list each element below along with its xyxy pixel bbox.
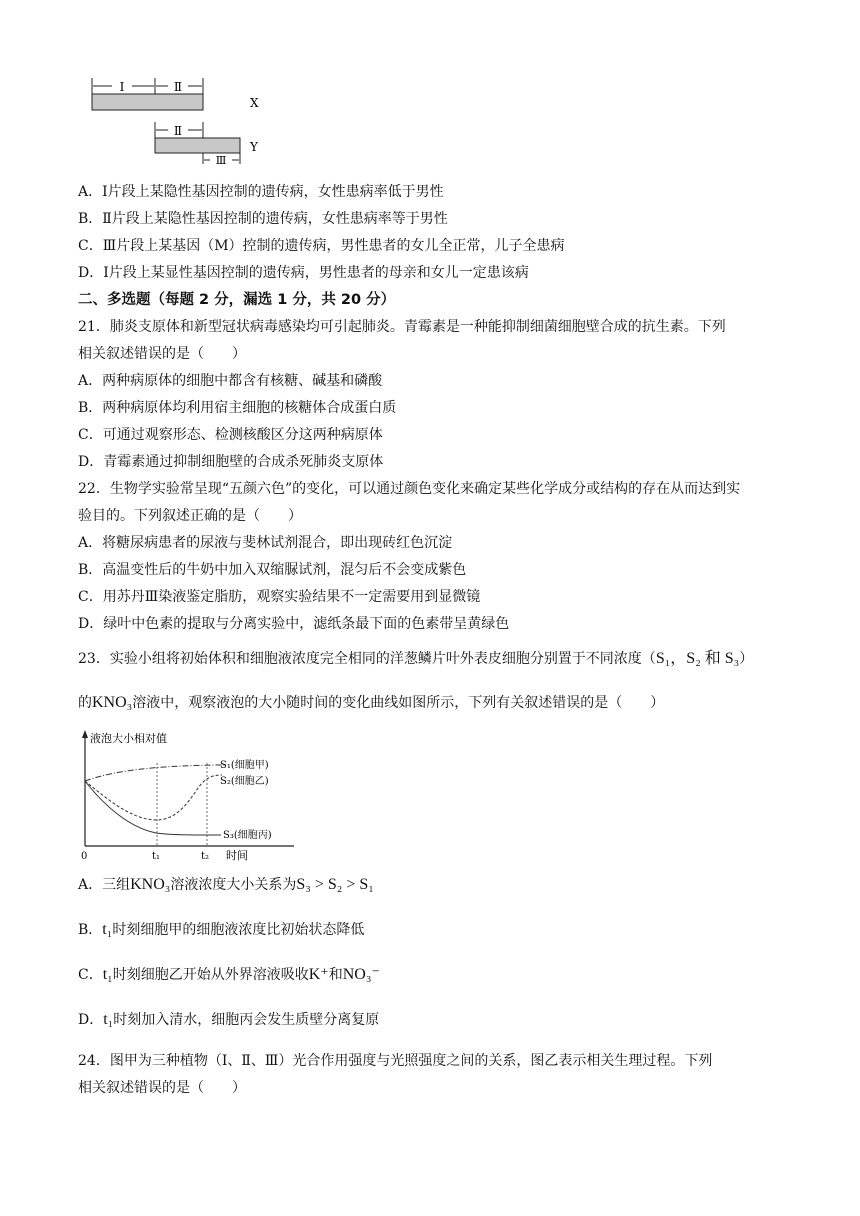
q23-option-c [78, 966, 380, 984]
q23-stem-line1 [78, 650, 753, 668]
q24-stem-line2: 相关叙述错误的是（ ） [78, 1080, 246, 1096]
s3-curve [85, 781, 221, 835]
q21-option-d: D．青霉素通过抑制细胞壁的合成杀死肺炎支原体 [78, 454, 384, 470]
q23-option-d [78, 1011, 379, 1029]
q23-option-b-text: 时刻细胞甲的细胞液浓度比初始状态降低 [112, 922, 365, 938]
q23-option-a-kno3: KNO₃ [130, 876, 171, 893]
q23-stem-line2-text-b: 溶液中，观察液泡的大小随时间的变化曲线如图所示，下列有关叙述错误的是（ ） [132, 695, 665, 711]
q23-solutions-math: S₁，S₂ 和 S₃ [655, 650, 740, 667]
xy-chromosome-figure [80, 74, 280, 164]
segment-2-label-x: Ⅱ [173, 80, 183, 94]
origin-label: 0 [81, 851, 88, 862]
q23-option-a-text-b: 溶液浓度大小关系为 [170, 877, 297, 893]
q20-option-a: A．Ⅰ片段上某隐性基因控制的遗传病，女性患病率低于男性 [78, 184, 444, 200]
x-axis-label: 时间 [226, 849, 248, 862]
y-chromosome-label: Y [250, 140, 258, 154]
segment-2-label-y: Ⅱ [173, 124, 183, 138]
vacuole-size-graph [76, 728, 316, 863]
y-axis-arrow [82, 730, 88, 738]
q23-option-d-t1: t₁ [103, 1011, 114, 1028]
q21-stem-line2: 相关叙述错误的是（ ） [78, 346, 246, 362]
x-chromosome-bar [92, 94, 203, 110]
q23-option-c-potassium: K⁺ [308, 966, 329, 983]
q23-stem-line1-text: 23．实验小组将初始体积和细胞液浓度完全相同的洋葱鳞片叶外表皮细胞分别置于不同浓度（ [78, 651, 656, 667]
q24-stem-line1: 24．图甲为三种植物（Ⅰ、Ⅱ、Ⅲ）光合作用强度与光照强度之间的关系，图乙表示相关生理过程。下列 [78, 1053, 713, 1069]
x-chromosome-label: X [250, 96, 259, 110]
q23-option-c-and: 和 [328, 967, 343, 983]
q22-option-a: A．将糖尿病患者的尿液与斐林试剂混合，即出现砖红色沉淀 [78, 535, 453, 551]
q21-option-c: C．可通过观察形态、检测核酸区分这两种病原体 [78, 427, 383, 443]
q22-option-d: D．绿叶中色素的提取与分离实验中，滤纸条最下面的色素带呈黄绿色 [78, 616, 510, 632]
segment-3-label: Ⅲ [215, 154, 227, 164]
q22-stem-line1: 22．生物学实验常呈现“五颜六色”的变化，可以通过颜色变化来确定某些化学成分或结构的存在从而达到实 [78, 481, 741, 497]
segment-1-label: Ⅰ [119, 80, 125, 94]
q23-option-a-text: A．三组 [78, 877, 131, 893]
q21-option-a: A．两种病原体的细胞中都含有核糖、碱基和磷酸 [78, 373, 383, 389]
q23-option-a [78, 876, 374, 894]
q23-stem-line2 [78, 694, 664, 712]
q23-option-d-letter: D． [78, 1012, 104, 1028]
s3-label: S₃(细胞丙) [223, 830, 272, 841]
section-heading: 二、多选题（每题 2 分，漏选 1 分，共 20 分） [78, 292, 396, 308]
q23-option-a-relation: S₃ > S₂ > S₁ [296, 876, 374, 893]
q22-option-c: C．用苏丹Ⅲ染液鉴定脂肪，观察实验结果不一定需要用到显微镜 [78, 589, 481, 605]
q23-option-c-t1: t₁ [102, 966, 113, 983]
q23-option-b-t1: t₁ [102, 921, 113, 938]
q22-option-b: B．高温变性后的牛奶中加入双缩脲试剂，混匀后不会变成紫色 [78, 562, 467, 578]
t2-label: t₂ [201, 851, 210, 862]
s2-label: S₂(细胞乙) [220, 776, 269, 787]
q23-option-c-letter: C． [78, 967, 103, 983]
q23-stem-line2-text-a: 的 [78, 695, 92, 711]
s2-curve [85, 775, 222, 820]
q21-stem-line1: 21．肺炎支原体和新型冠状病毒感染均可引起肺炎。青霉素是一种能抑制细菌细胞壁合成的抗生素。下列 [78, 319, 726, 335]
t1-label: t₁ [152, 851, 161, 862]
s1-label: S₁(细胞甲) [220, 760, 269, 771]
q23-option-b [78, 921, 364, 939]
q20-option-b: B．Ⅱ片段上某隐性基因控制的遗传病，女性患病率等于男性 [78, 211, 448, 227]
q21-option-b: B．两种病原体均利用宿主细胞的核糖体合成蛋白质 [78, 400, 397, 416]
q23-stem-line1-close: ） [739, 651, 754, 667]
q22-stem-line2: 验目的。下列叙述正确的是（ ） [78, 508, 302, 524]
q23-kno3-math: KNO₃ [92, 694, 133, 711]
y-chromosome-bar [155, 138, 240, 153]
q23-option-c-nitrate: NO₃⁻ [342, 966, 380, 983]
q23-option-c-text: 时刻细胞乙开始从外界溶液吸收 [112, 967, 309, 983]
q23-option-b-letter: B． [78, 922, 103, 938]
s1-curve [85, 765, 226, 781]
q20-option-d: D．Ⅰ片段上某显性基因控制的遗传病，男性患者的母亲和女儿一定患该病 [78, 265, 529, 281]
q23-option-d-text: 时刻加入清水，细胞丙会发生质壁分离复原 [113, 1012, 380, 1028]
q20-option-c: C．Ⅲ片段上某基因（M）控制的遗传病，男性患者的女儿全正常，儿子全患病 [78, 238, 565, 254]
y-axis-label: 液泡大小相对值 [90, 732, 167, 745]
